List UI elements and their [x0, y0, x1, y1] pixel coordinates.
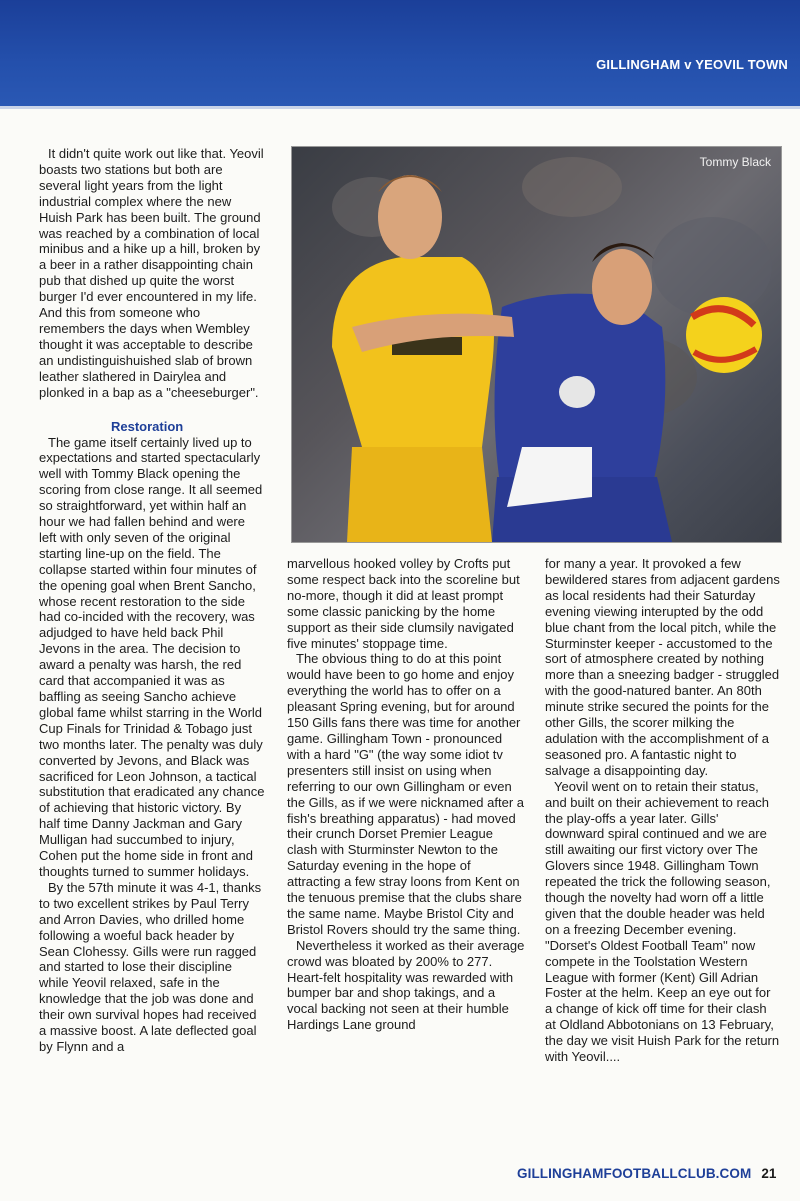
article-column-2 — [287, 556, 525, 1033]
article-column-3 — [545, 556, 781, 1065]
article-paragraph: Nevertheless it worked as their average crowd was bloated by 200% to 277. Heart-felt hospitality was rewarded with bumper bar and shop takings, and a vocal backing not seen at their humble Hardings Lane ground — [287, 937, 525, 1033]
article-paragraph: The obvious thing to do at this point would have been to go home and enjoy everything the world has to offer on a pleasant Spring evening, but for around 150 Gills fans there was time for another game. Gillingham Town - pronounced with a hard "G" (the way some idiot tv presenters still insist on using when referring to our own Gillingham or even the Gills, as if we were nicknamed after a fish's breathing apparatus) - had moved their crunch Dorset Premier League clash with Sturminster Newton to the Saturday evening in the hope of attracting a few stray loons from Kent on the tenuous premise that the clubs share the same name. Maybe Bristol City and Bristol Rovers should try the same thing. — [287, 651, 524, 937]
players-illustration — [292, 147, 781, 542]
page-number: 21 — [761, 1166, 777, 1181]
article-column-1 — [39, 146, 265, 1055]
section-subheading: Restoration — [111, 418, 184, 434]
header-banner — [0, 0, 800, 109]
club-website: GILLINGHAMFOOTBALLCLUB.COM — [517, 1166, 752, 1181]
article-paragraph: It didn't quite work out like that. Yeovil boasts two stations but both are several light years from the light industrial complex where the new Huish Park has been built. The ground was reached by a combination of local minibus and a hike up a hill, broken by a beer in a rather disappointing chain pub that dished up quite the worst burger I'd ever encountered in my life. And this from someone who remembers the days when Wembley thought it was acceptable to describe an undistinguishuished slab of brown leather slathered in Dairylea and plonked in a bap as a "cheeseburger". — [39, 146, 264, 400]
page-footer — [517, 1166, 777, 1181]
article-paragraph: marvellous hooked volley by Crofts put some respect back into the scoreline but no-more, though it did at least prompt some classic panicking by the home support as their side clumsily navigated five minutes' stoppage time. — [287, 556, 520, 651]
article-paragraph: Yeovil went on to retain their status, and built on their achievement to reach the play-offs a year later. Gills' downward spiral continued and we are still awaiting our first victory over The Glovers since 1948. Gillingham Town repeated the trick the following season, though the novelty had worn off a little given that the double header was held on a freezing December evening. "Dorset's Oldest Football Team" now compete in the Toolstation Western League with former (Kent) Gill Adrian Foster at the helm. Keep an eye out for a change of kick off time for their clash at Oldland Abbotonians on 13 February, the day we visit Huish Park for the return with Yeovil.... — [545, 778, 780, 1065]
article-paragraph: By the 57th minute it was 4-1, thanks to two excellent strikes by Paul Terry and Arron Davies, who drilled home following a woeful back header by Sean Clohessy. Gills were run ragged and started to lose their discipline while Yeovil relaxed, safe in the knowledge that the job was done and their own survival hopes had received a massive boost. A late deflected goal by Flynn and a — [39, 879, 262, 1054]
match-photo — [291, 146, 782, 543]
match-title: GILLINGHAM v YEOVIL TOWN — [596, 57, 788, 72]
article-paragraph: The game itself certainly lived up to expectations and started spectacularly well with Tommy Black opening the scoring from close range. It all seemed so straightforward, yet within half an hour we had fallen behind and were left with only seven of the original starting line-up on the field. The collapse started within four minutes of the opening goal when Brent Sancho, whose recent restoration to the side had co-incided with the recovery, was adjudged to have held back Phil Jevons in the area. The decision to award a penalty was harsh, the red card that accompanied it was as baffling as seeing Sancho achieve global fame whilst starring in the World Cup Finals for Trinidad & Tobago just two months later. The penalty was duly converted by Jevons, and Black was sacrificed for Leon Johnson, a tactical substitution that eradicated any chance of achieving that historic victory. By half time Danny Jackman and Gary Mulligan had succumbed to injury, Cohen put the home side in front and thoughts turned to summer holidays. — [39, 434, 265, 879]
article-paragraph: for many a year. It provoked a few bewildered stares from adjacent gardens as local residents had their Saturday evening viewing interupted by the odd blue chant from the local pitch, while the Sturminster keeper - accustomed to the sort of atmosphere created by nothing more than a sneezing badger - struggled with the good-natured banter. An 80th minute strike secured the points for the other Gills, the scorer milking the adulation with the accomplishment of a seasoned pro. A fantastic night to salvage a disappointing day. — [545, 556, 780, 778]
photo-credit: Tommy Black — [699, 155, 771, 169]
